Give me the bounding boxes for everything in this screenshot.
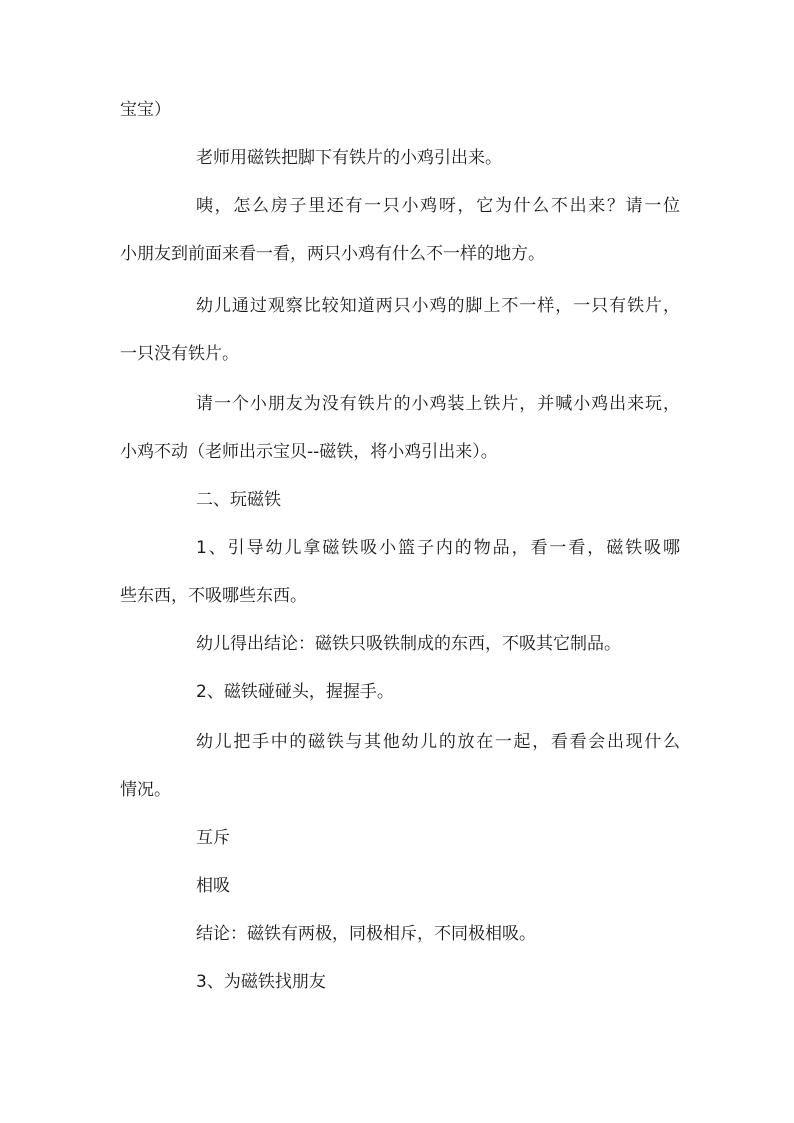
text-line: 老师用磁铁把脚下有铁片的小鸡引出来。: [196, 148, 502, 168]
text-line: 一只没有铁片。: [120, 344, 239, 364]
text-line: 咦，怎么房子里还有一只小鸡呀，它为什么不出来？请一位: [196, 196, 680, 216]
section-heading: 二、玩磁铁: [196, 490, 281, 510]
text-line: 小朋友到前面来看一看，两只小鸡有什么不一样的地方。: [120, 244, 545, 264]
text-line: 互斥: [196, 828, 230, 848]
text-line: 3、为磁铁找朋友: [196, 972, 326, 992]
text-line: 幼儿把手中的磁铁与其他幼儿的放在一起，看看会出现什么: [196, 732, 680, 752]
text-line: 宝宝）: [120, 100, 171, 120]
text-line: 情况。: [120, 780, 171, 800]
text-line: 些东西，不吸哪些东西。: [120, 586, 307, 606]
text-line: 幼儿通过观察比较知道两只小鸡的脚上不一样，一只有铁片，: [196, 296, 680, 316]
text-line: 幼儿得出结论：磁铁只吸铁制成的东西，不吸其它制品。: [196, 634, 621, 654]
text-line: 相吸: [196, 876, 230, 896]
text-line: 请一个小朋友为没有铁片的小鸡装上铁片，并喊小鸡出来玩，: [196, 394, 680, 414]
text-line: 小鸡不动（老师出示宝贝--磁铁，将小鸡引出来）。: [120, 442, 498, 462]
text-line: 2、磁铁碰碰头，握握手。: [196, 682, 394, 702]
text-line: 结论：磁铁有两极，同极相斥，不同极相吸。: [196, 924, 536, 944]
text-line: 1、引导幼儿拿磁铁吸小篮子内的物品，看一看，磁铁吸哪: [196, 538, 680, 558]
